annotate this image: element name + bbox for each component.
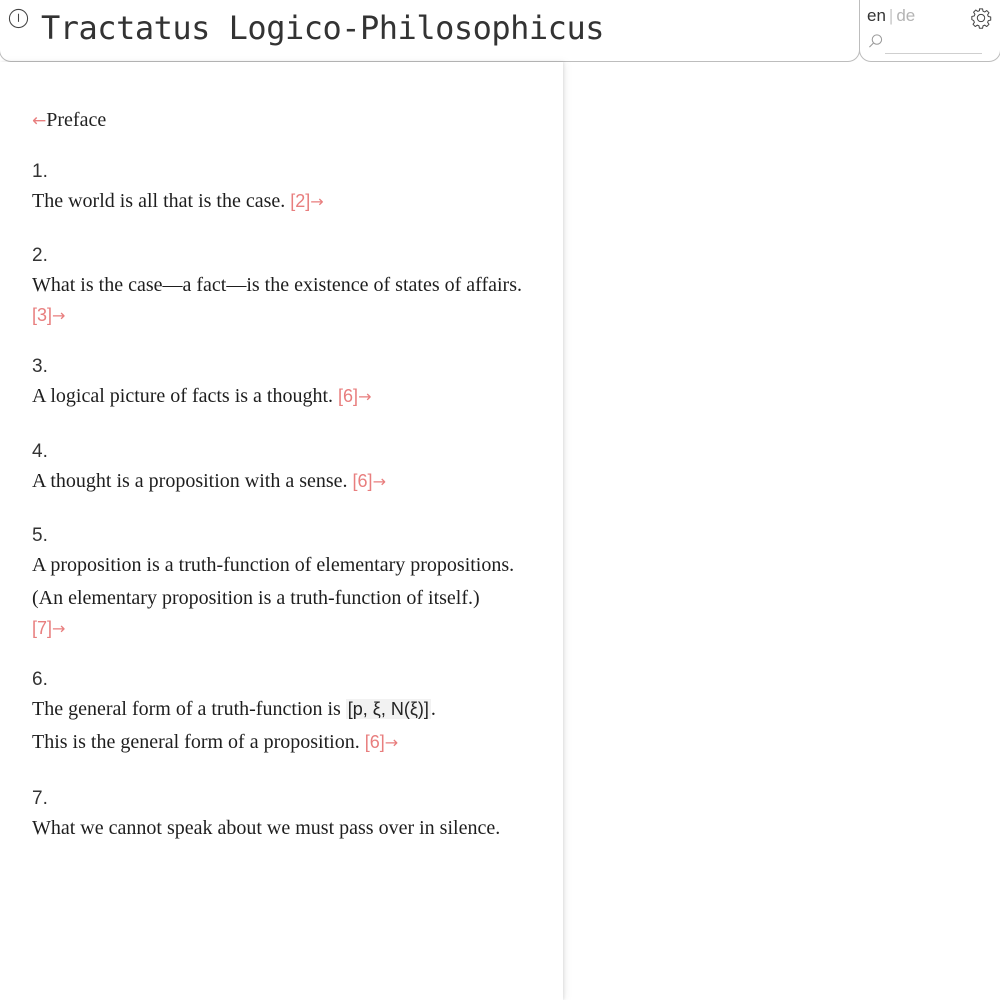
- proposition-3: [32, 354, 552, 413]
- proposition-line: What is the case—a fact—is the existence of states of affairs.: [32, 274, 522, 296]
- proposition-line: A thought is a proposition with a sense.: [32, 470, 348, 492]
- proposition-number: 7.: [32, 788, 48, 809]
- ref-number: [2]: [290, 191, 311, 211]
- proposition-text: [32, 693, 552, 726]
- proposition-text: [32, 465, 552, 498]
- proposition-ref-link[interactable]: [338, 386, 371, 406]
- ref-number: [6]: [338, 386, 359, 406]
- info-icon[interactable]: [8, 8, 29, 29]
- arrow-right-icon: →: [358, 387, 372, 406]
- proposition-ref-link[interactable]: [353, 471, 386, 491]
- formula: [p, ξ, N(ξ)]: [347, 699, 429, 719]
- language-en-option[interactable]: en: [867, 6, 886, 25]
- proposition-line: What we cannot speak about we must pass over in silence.: [32, 817, 501, 839]
- proposition-5: [32, 523, 552, 642]
- proposition-line: A logical picture of facts is a thought.: [32, 385, 334, 407]
- ref-number: [6]: [364, 732, 385, 752]
- arrow-right-icon: →: [310, 192, 324, 211]
- proposition-text: [32, 380, 552, 413]
- proposition-6: [32, 667, 552, 759]
- proposition-line: (An elementary proposition is a truth-function of itself.): [32, 587, 480, 609]
- arrow-right-icon: →: [52, 306, 66, 325]
- page-title: Tractatus Logico-Philosophicus: [41, 9, 604, 47]
- arrow-right-icon: →: [52, 619, 66, 638]
- ref-number: [3]: [32, 305, 53, 325]
- proposition-ref-link[interactable]: [365, 732, 398, 752]
- proposition-text: [32, 726, 552, 759]
- ref-number: [7]: [32, 618, 53, 638]
- arrow-left-icon: ←: [32, 111, 47, 131]
- title-bar: [0, 0, 860, 62]
- proposition-number: 5.: [32, 525, 48, 546]
- arrow-right-icon: →: [384, 733, 399, 752]
- language-switcher: [867, 6, 915, 26]
- proposition-line: A proposition is a truth-function of elementary propositions.: [32, 554, 515, 576]
- proposition-1: [32, 159, 552, 218]
- language-de-option[interactable]: de: [896, 6, 916, 25]
- search-icon: [868, 33, 883, 49]
- proposition-number: 2.: [32, 245, 48, 266]
- gear-icon[interactable]: [970, 7, 992, 29]
- proposition-number: 6.: [32, 669, 48, 690]
- proposition-ref-link[interactable]: [290, 191, 323, 211]
- proposition-number: 3.: [32, 356, 48, 377]
- language-separator: |: [888, 6, 894, 25]
- proposition-number: 1.: [32, 161, 48, 182]
- proposition-2: [32, 243, 552, 329]
- content-panel: [0, 62, 563, 1000]
- preface-link[interactable]: [32, 109, 106, 132]
- proposition-line: The general form of a truth-function is: [32, 698, 341, 720]
- proposition-4: [32, 439, 552, 498]
- proposition-ref-link[interactable]: [32, 305, 65, 325]
- controls-panel: [859, 0, 1000, 62]
- proposition-ref-row: [32, 302, 552, 329]
- proposition-line: This is the general form of a proposition.: [32, 731, 360, 753]
- proposition-ref-row: [32, 615, 552, 642]
- proposition-punctuation: .: [430, 698, 436, 720]
- search-input[interactable]: [885, 33, 982, 54]
- ref-number: [6]: [352, 471, 373, 491]
- proposition-7: [32, 786, 552, 845]
- proposition-text: [32, 185, 552, 218]
- proposition-line: The world is all that is the case.: [32, 190, 286, 212]
- arrow-right-icon: →: [372, 472, 386, 491]
- proposition-ref-link[interactable]: [32, 618, 65, 638]
- preface-label: Preface: [46, 109, 107, 131]
- proposition-number: 4.: [32, 441, 48, 462]
